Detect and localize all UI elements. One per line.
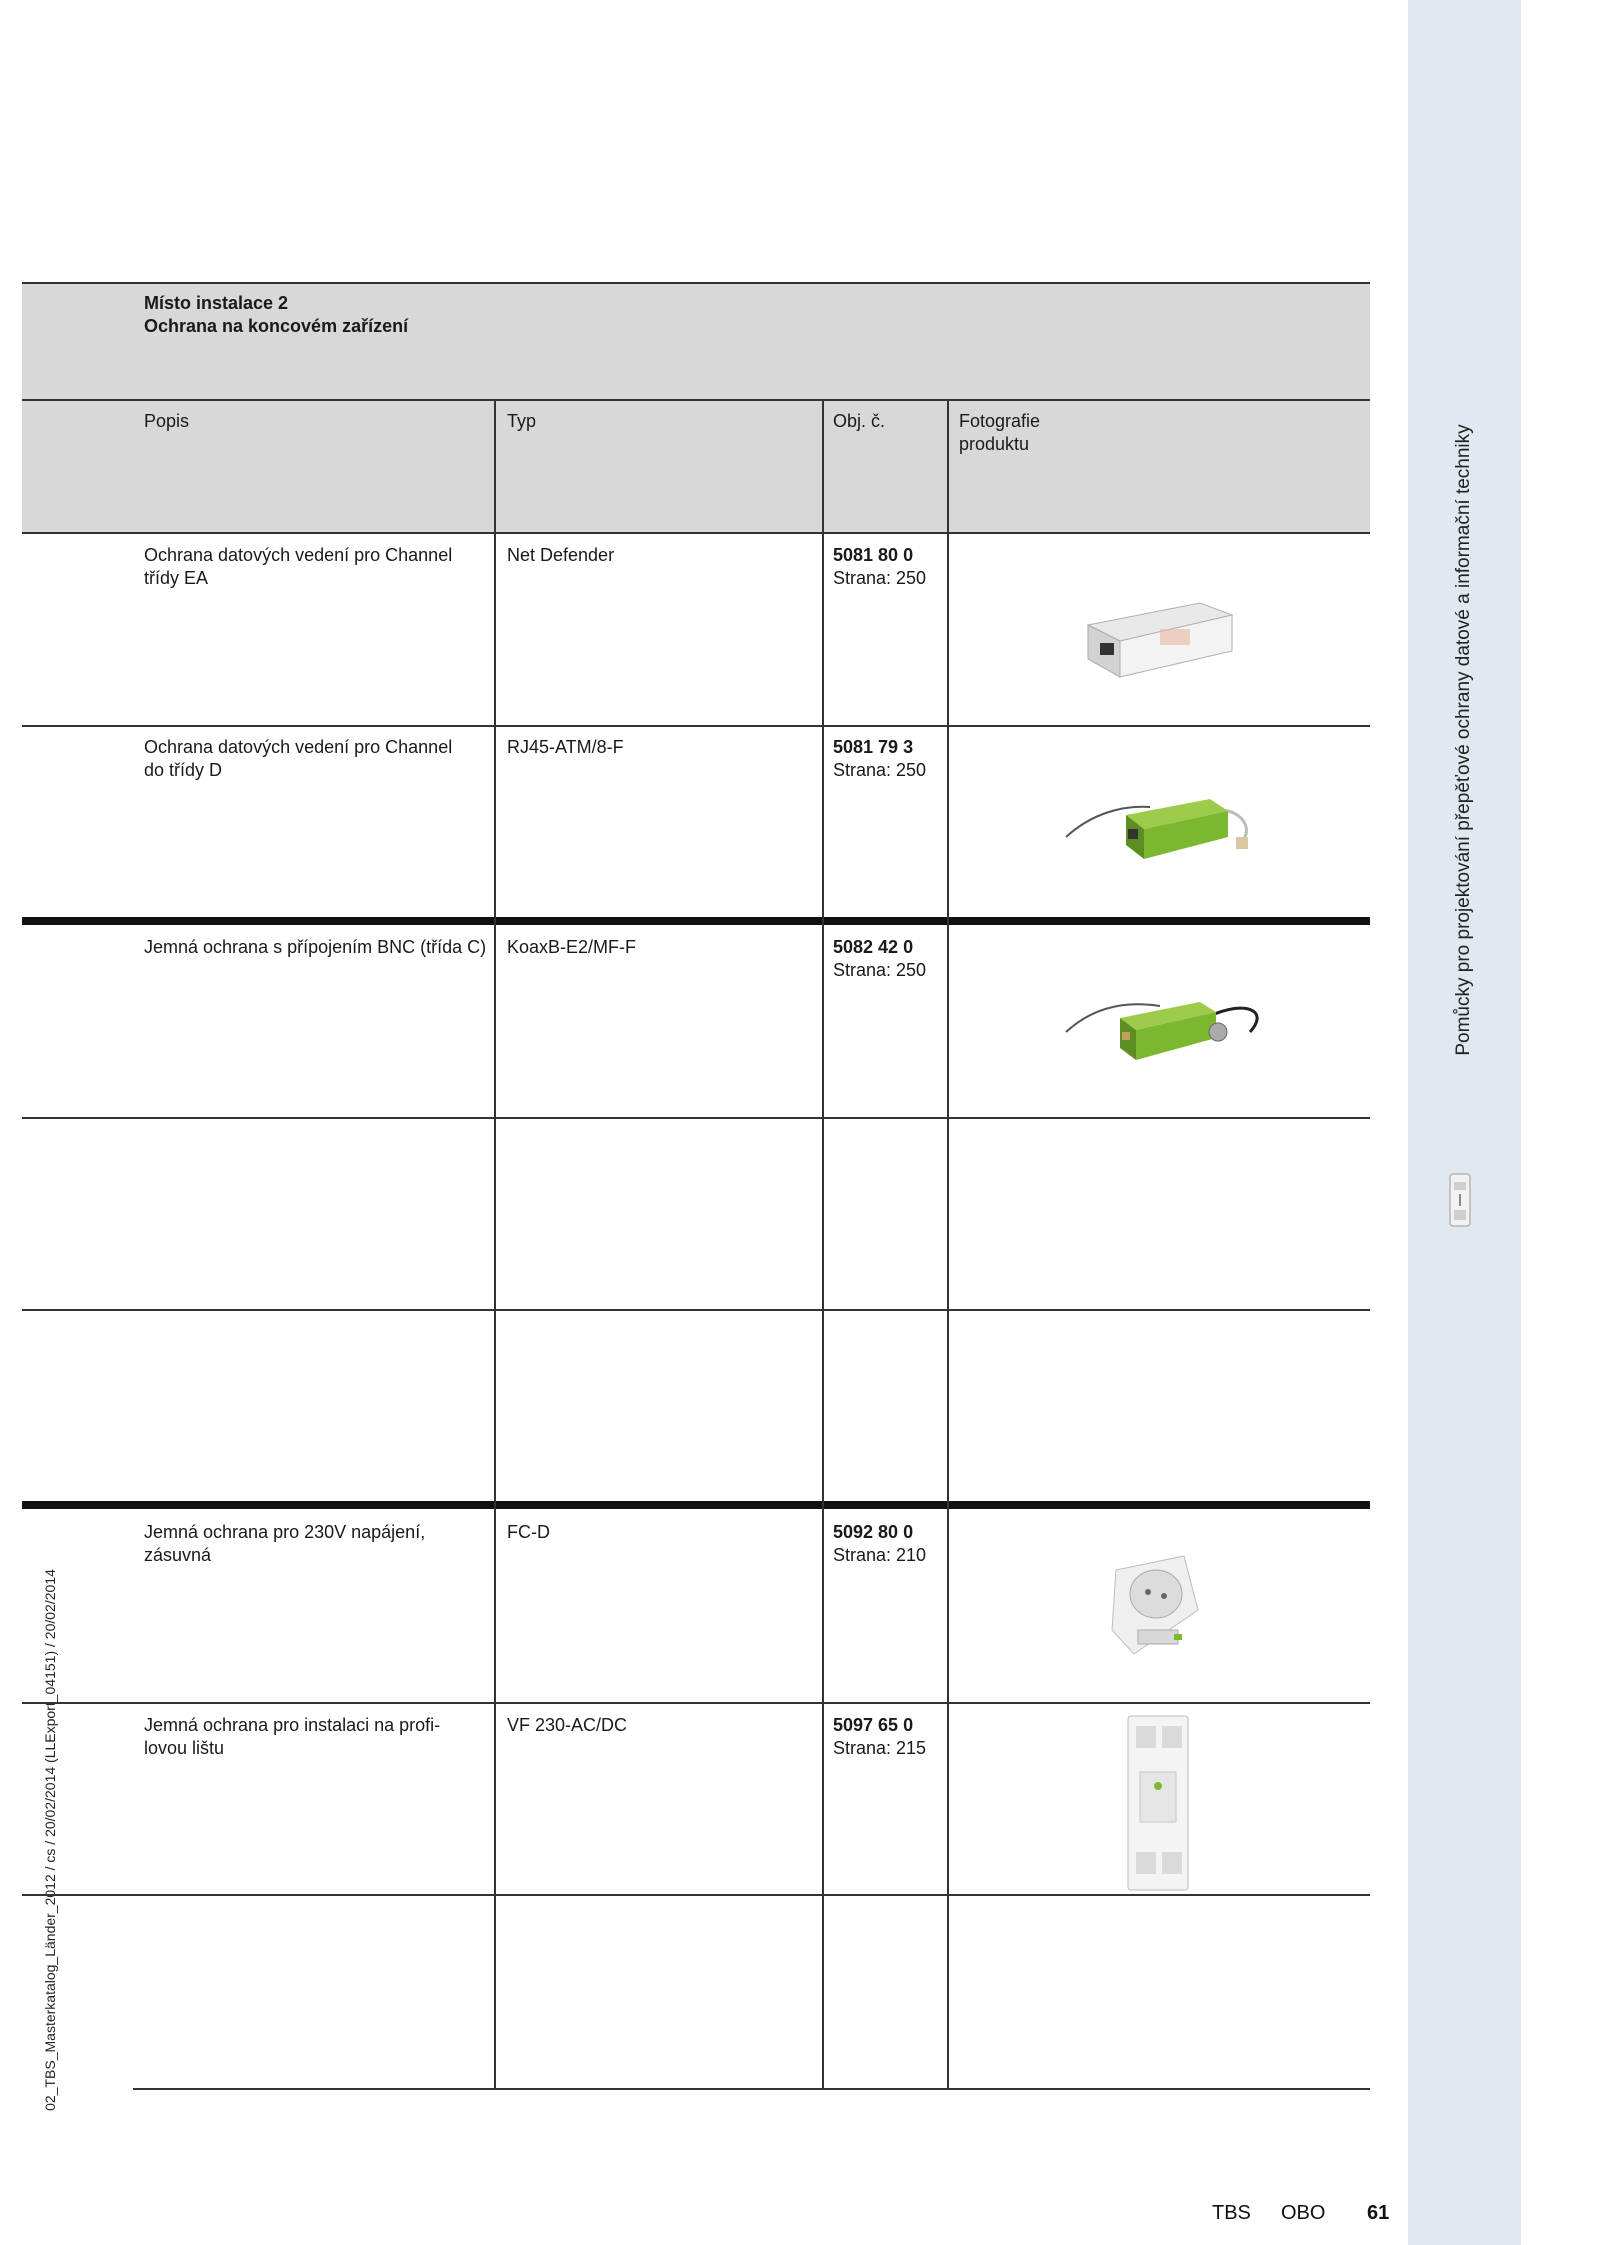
table-bottom-rule bbox=[133, 2088, 1370, 2090]
column-rule bbox=[494, 399, 496, 2089]
row-type: FC-D bbox=[507, 1522, 550, 1542]
column-rule bbox=[947, 399, 949, 2089]
fc-d-photo bbox=[1100, 1550, 1210, 1660]
order-number: 5097 65 0 bbox=[833, 1715, 914, 1735]
row-description: Ochrana datových vedení pro Channel třídy EA bbox=[144, 545, 453, 588]
catalog-page: Strana: 250 bbox=[833, 568, 927, 588]
sidebar-title: Pomůcky pro projektování přepěťové ochrany datové a informační techniky bbox=[1453, 424, 1474, 1056]
catalog-page: Strana: 215 bbox=[833, 1738, 927, 1758]
group-rule bbox=[22, 1501, 1370, 1509]
row-description: Jemná ochrana pro 230V napájení, zásuvná bbox=[144, 1522, 426, 1565]
row-description: Jemná ochrana s přípojením BNC (třída C) bbox=[144, 937, 487, 957]
row-type: RJ45-ATM/8-F bbox=[507, 737, 624, 757]
footer-brand: OBO bbox=[1281, 2202, 1326, 2224]
row-rule bbox=[22, 1309, 1370, 1311]
row-rule bbox=[22, 532, 1370, 534]
group-rule bbox=[22, 917, 1370, 925]
catalog-page: Strana: 210 bbox=[833, 1545, 927, 1565]
header-order-no: Obj. č. bbox=[833, 411, 886, 431]
surge-protector-icon bbox=[1446, 1172, 1476, 1230]
section-subtitle: Ochrana na koncovém zařízení bbox=[144, 316, 409, 336]
rj45-atm-photo bbox=[1060, 785, 1260, 865]
catalog-page: Strana: 250 bbox=[833, 760, 927, 780]
row-rule bbox=[22, 1117, 1370, 1119]
row-type: VF 230-AC/DC bbox=[507, 1715, 628, 1735]
order-number: 5082 42 0 bbox=[833, 937, 914, 957]
column-rule bbox=[822, 399, 824, 2089]
section-top-rule bbox=[22, 282, 1370, 284]
order-number: 5081 79 3 bbox=[833, 737, 914, 757]
vf230-photo bbox=[1118, 1712, 1198, 1894]
net-defender-photo bbox=[1080, 585, 1240, 685]
row-order bbox=[833, 544, 926, 590]
footer-section-code: TBS bbox=[1212, 2202, 1251, 2224]
row-type: KoaxB-E2/MF-F bbox=[507, 937, 637, 957]
sidebar-band bbox=[1408, 0, 1521, 2245]
row-order bbox=[833, 936, 926, 982]
column-header-bg bbox=[22, 401, 1370, 533]
row-rule bbox=[22, 725, 1370, 727]
row-order bbox=[833, 1714, 926, 1760]
header-rule bbox=[22, 399, 1370, 401]
row-rule bbox=[22, 1894, 1370, 1896]
order-number: 5081 80 0 bbox=[833, 545, 914, 565]
row-order bbox=[833, 1521, 926, 1567]
page-number: 61 bbox=[1367, 2202, 1390, 2224]
row-order bbox=[833, 736, 926, 782]
header-description: Popis bbox=[144, 411, 190, 431]
koaxb-photo bbox=[1060, 980, 1270, 1070]
order-number: 5092 80 0 bbox=[833, 1522, 914, 1542]
row-description: Jemná ochrana pro instalaci na profi-lovou lištu bbox=[144, 1715, 441, 1758]
row-rule bbox=[22, 1702, 1370, 1704]
header-photo: Fotografie produktu bbox=[959, 411, 1041, 454]
row-description: Ochrana datových vedení pro Channel do třídy D bbox=[144, 737, 453, 780]
print-slug: 02_TBS_Masterkatalog_Länder_2012 / cs / 20/02/2014 (LLExport_04151) / 20/02/2014 bbox=[42, 1569, 58, 2111]
row-type: Net Defender bbox=[507, 545, 615, 565]
catalog-page: Strana: 250 bbox=[833, 960, 927, 980]
section-title: Místo instalace 2 bbox=[144, 293, 289, 313]
header-type: Typ bbox=[507, 411, 537, 431]
